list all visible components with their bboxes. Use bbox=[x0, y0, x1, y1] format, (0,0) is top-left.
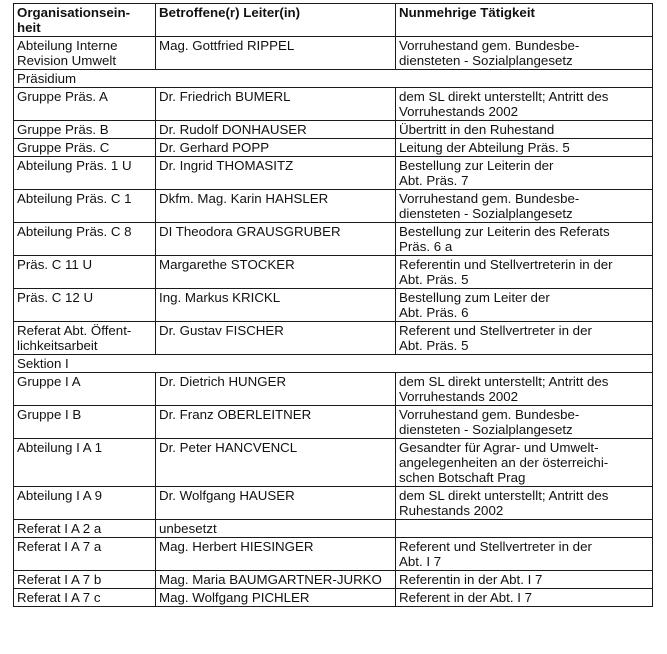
cell-organisational-unit: Gruppe Präs. B bbox=[14, 121, 156, 139]
section-heading: Sektion I bbox=[14, 355, 653, 373]
cell-organisational-unit: Abteilung I A 9 bbox=[14, 487, 156, 520]
cell-organisational-unit: Referat I A 7 c bbox=[14, 589, 156, 607]
cell-affected-head: Mag. Herbert HIESINGER bbox=[156, 538, 396, 571]
cell-new-activity: Leitung der Abteilung Präs. 5 bbox=[396, 139, 653, 157]
table-body bbox=[14, 37, 653, 607]
table-row bbox=[14, 223, 653, 256]
cell-organisational-unit: Abteilung Präs. C 8 bbox=[14, 223, 156, 256]
cell-affected-head: Dr. Gerhard POPP bbox=[156, 139, 396, 157]
header-affected-head: Betroffene(r) Leiter(in) bbox=[156, 4, 396, 37]
cell-affected-head: Dr. Ingrid THOMASITZ bbox=[156, 157, 396, 190]
cell-organisational-unit: Abteilung Präs. C 1 bbox=[14, 190, 156, 223]
table-row bbox=[14, 37, 653, 70]
cell-affected-head: Ing. Markus KRICKL bbox=[156, 289, 396, 322]
cell-new-activity bbox=[396, 520, 653, 538]
cell-new-activity: Vorruhestand gem. Bundesbe- diensteten - Sozialplangesetz bbox=[396, 190, 653, 223]
cell-new-activity: Vorruhestand gem. Bundesbe- diensteten - Sozialplangesetz bbox=[396, 406, 653, 439]
cell-new-activity: dem SL direkt unterstellt; Antritt des Vorruhestands 2002 bbox=[396, 88, 653, 121]
cell-new-activity: Übertritt in den Ruhestand bbox=[396, 121, 653, 139]
cell-affected-head: Dr. Wolfgang HAUSER bbox=[156, 487, 396, 520]
cell-organisational-unit: Gruppe I A bbox=[14, 373, 156, 406]
cell-new-activity: Referent in der Abt. I 7 bbox=[396, 589, 653, 607]
cell-affected-head: Dr. Dietrich HUNGER bbox=[156, 373, 396, 406]
cell-organisational-unit: Referat I A 2 a bbox=[14, 520, 156, 538]
cell-organisational-unit: Präs. C 12 U bbox=[14, 289, 156, 322]
table-row bbox=[14, 88, 653, 121]
cell-organisational-unit: Abteilung Präs. 1 U bbox=[14, 157, 156, 190]
cell-affected-head: Dr. Friedrich BUMERL bbox=[156, 88, 396, 121]
header-new-activity: Nunmehrige Tätigkeit bbox=[396, 4, 653, 37]
cell-organisational-unit: Gruppe I B bbox=[14, 406, 156, 439]
table-row bbox=[14, 373, 653, 406]
table-row bbox=[14, 139, 653, 157]
cell-new-activity: Referent und Stellvertreter in der Abt. I 7 bbox=[396, 538, 653, 571]
cell-new-activity: Referentin und Stellvertreterin in der Abt. Präs. 5 bbox=[396, 256, 653, 289]
cell-affected-head: Margarethe STOCKER bbox=[156, 256, 396, 289]
cell-new-activity: Referent und Stellvertreter in der Abt. Präs. 5 bbox=[396, 322, 653, 355]
section-row bbox=[14, 70, 653, 88]
cell-affected-head: Dr. Gustav FISCHER bbox=[156, 322, 396, 355]
table-row bbox=[14, 256, 653, 289]
table-row bbox=[14, 487, 653, 520]
table-row bbox=[14, 520, 653, 538]
table-row bbox=[14, 157, 653, 190]
cell-new-activity: dem SL direkt unterstellt; Antritt des Ruhestands 2002 bbox=[396, 487, 653, 520]
cell-organisational-unit: Abteilung I A 1 bbox=[14, 439, 156, 487]
section-heading: Präsidium bbox=[14, 70, 653, 88]
cell-organisational-unit: Abteilung Interne Revision Umwelt bbox=[14, 37, 156, 70]
cell-new-activity: Gesandter für Agrar- und Umwelt- angelegenheiten an der österreichi- schen Botschaft Prag bbox=[396, 439, 653, 487]
table-row bbox=[14, 190, 653, 223]
cell-affected-head: DI Theodora GRAUSGRUBER bbox=[156, 223, 396, 256]
cell-affected-head: Dr. Franz OBERLEITNER bbox=[156, 406, 396, 439]
table-row bbox=[14, 289, 653, 322]
cell-affected-head: unbesetzt bbox=[156, 520, 396, 538]
table-row bbox=[14, 121, 653, 139]
cell-organisational-unit: Referat I A 7 a bbox=[14, 538, 156, 571]
cell-organisational-unit: Gruppe Präs. A bbox=[14, 88, 156, 121]
cell-organisational-unit: Referat I A 7 b bbox=[14, 571, 156, 589]
cell-new-activity: Bestellung zum Leiter der Abt. Präs. 6 bbox=[396, 289, 653, 322]
cell-organisational-unit: Präs. C 11 U bbox=[14, 256, 156, 289]
cell-new-activity: Bestellung zur Leiterin des Referats Präs. 6 a bbox=[396, 223, 653, 256]
table-row bbox=[14, 406, 653, 439]
table-row bbox=[14, 322, 653, 355]
cell-affected-head: Dr. Rudolf DONHAUSER bbox=[156, 121, 396, 139]
personnel-changes-table bbox=[13, 3, 653, 607]
table-row bbox=[14, 538, 653, 571]
cell-new-activity: Referentin in der Abt. I 7 bbox=[396, 571, 653, 589]
header-row bbox=[14, 4, 653, 37]
cell-organisational-unit: Referat Abt. Öffent- lichkeitsarbeit bbox=[14, 322, 156, 355]
section-row bbox=[14, 355, 653, 373]
cell-affected-head: Mag. Gottfried RIPPEL bbox=[156, 37, 396, 70]
cell-affected-head: Dr. Peter HANCVENCL bbox=[156, 439, 396, 487]
cell-new-activity: Bestellung zur Leiterin der Abt. Präs. 7 bbox=[396, 157, 653, 190]
cell-affected-head: Mag. Wolfgang PICHLER bbox=[156, 589, 396, 607]
cell-new-activity: dem SL direkt unterstellt; Antritt des Vorruhestands 2002 bbox=[396, 373, 653, 406]
header-organisational-unit: Organisationsein- heit bbox=[14, 4, 156, 37]
cell-new-activity: Vorruhestand gem. Bundesbe- diensteten - Sozialplangesetz bbox=[396, 37, 653, 70]
cell-affected-head: Mag. Maria BAUMGARTNER-JURKO bbox=[156, 571, 396, 589]
table-row bbox=[14, 589, 653, 607]
table-row bbox=[14, 571, 653, 589]
cell-organisational-unit: Gruppe Präs. C bbox=[14, 139, 156, 157]
table-row bbox=[14, 439, 653, 487]
cell-affected-head: Dkfm. Mag. Karin HAHSLER bbox=[156, 190, 396, 223]
